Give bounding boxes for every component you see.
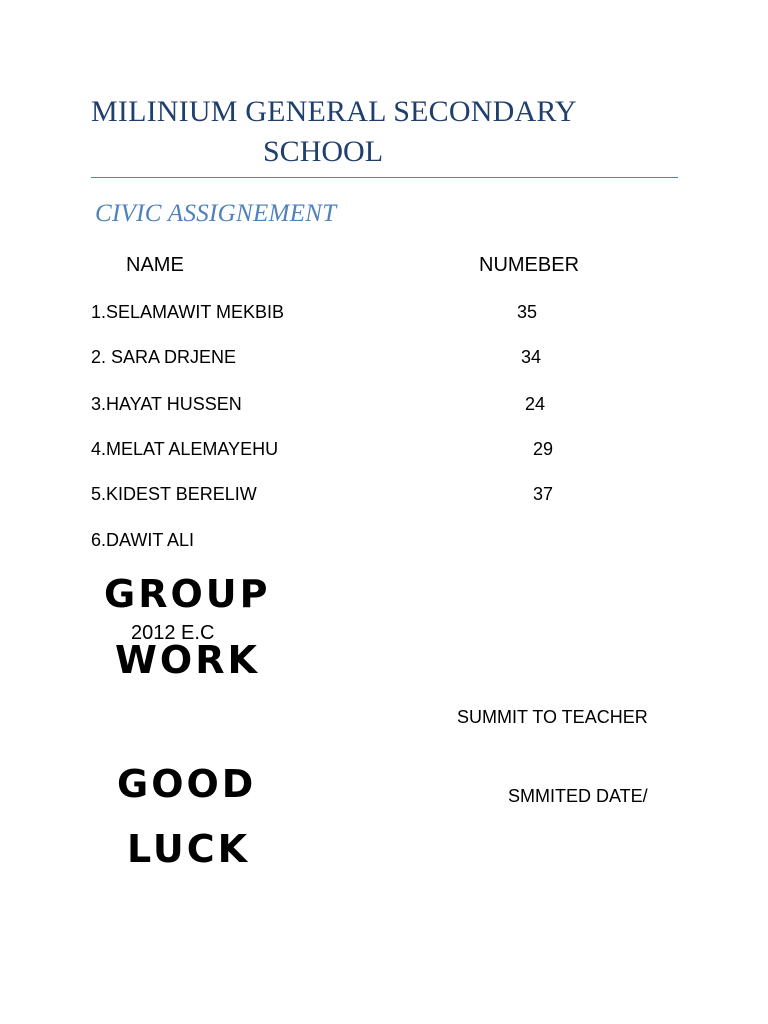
- school-name-line1: MILINIUM GENERAL SECONDARY: [91, 95, 577, 128]
- assignment-subtitle: CIVIC ASSIGNEMENT: [95, 200, 337, 227]
- member-number-5: 37: [533, 484, 554, 504]
- good-luck-line2: LUCK: [127, 827, 251, 871]
- submit-to-teacher: SUMMIT TO TEACHER: [457, 707, 648, 727]
- year-label: 2012 E.C: [131, 622, 215, 644]
- group-work-line1: GROUP: [104, 572, 271, 616]
- column-header-number: NUMEBER: [479, 254, 580, 276]
- member-name-1: 1.SELAMAWIT MEKBIB: [91, 302, 285, 322]
- member-name-3: 3.HAYAT HUSSEN: [91, 394, 242, 414]
- member-number-4: 29: [533, 439, 554, 459]
- member-name-6: 6.DAWIT ALI: [91, 530, 195, 550]
- school-name-line2: SCHOOL: [263, 135, 384, 168]
- member-number-1: 35: [517, 302, 538, 322]
- group-work-line2: WORK: [115, 638, 260, 682]
- member-number-3: 24: [525, 394, 546, 414]
- submitted-date-label: SMMITED DATE/: [508, 786, 648, 806]
- column-header-name: NAME: [126, 254, 184, 276]
- member-name-4: 4.MELAT ALEMAYEHU: [91, 439, 279, 459]
- member-name-5: 5.KIDEST BERELIW: [91, 484, 257, 504]
- title-divider: [91, 177, 678, 178]
- member-number-2: 34: [521, 347, 542, 367]
- member-name-2: 2. SARA DRJENE: [91, 347, 237, 367]
- good-luck-line1: GOOD: [117, 762, 257, 806]
